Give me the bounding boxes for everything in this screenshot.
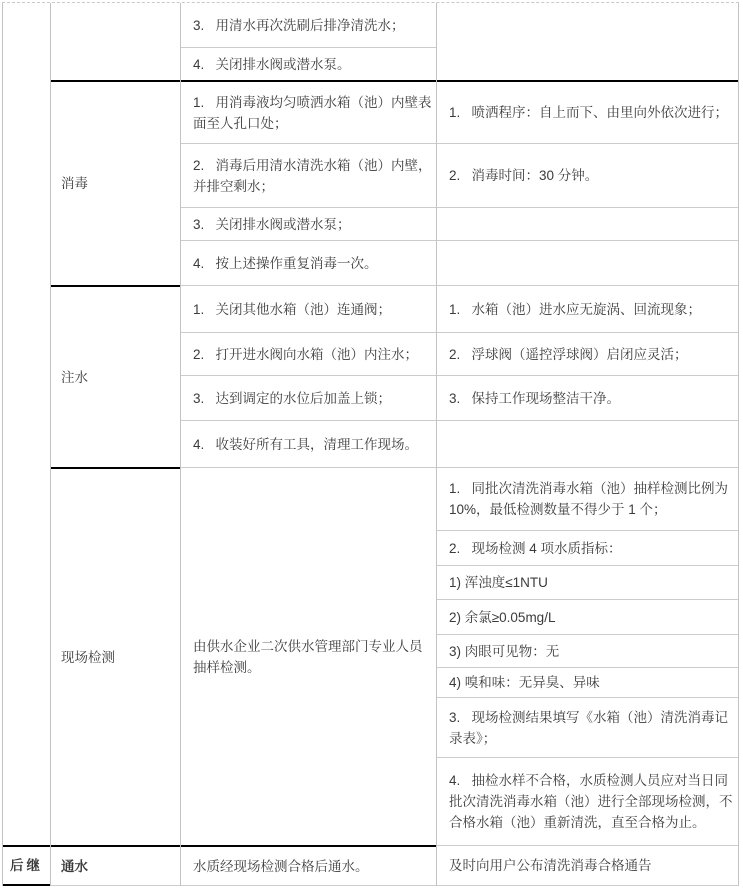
stage-cell-zhushui: 注水 (51, 285, 180, 467)
stage-cell-tongshui: 通水 (51, 845, 180, 886)
stage-cell-xianchang-jiance: 现场检测 (51, 467, 180, 845)
step-cell: 4. 收装好所有工具，清理工作现场。 (181, 420, 436, 467)
note-cell: 2. 浮球阀（遥控浮球阀）启闭应灵活； (437, 332, 738, 375)
note-cell (437, 207, 738, 240)
step-cell: 2. 消毒后用清水清洗水箱（池）内壁，并排空剩水； (181, 143, 436, 207)
step-cell: 2. 打开进水阀向水箱（池）内注水； (181, 332, 436, 375)
note-cell: 3) 肉眼可见物：无 (437, 634, 738, 667)
note-cell: 4) 嗅和味：无异臭、异味 (437, 667, 738, 697)
note-cell (437, 240, 738, 285)
note-cell (437, 3, 738, 80)
stage-cell-continued (51, 3, 180, 80)
procedure-table (2, 2, 739, 886)
note-cell: 3. 现场检测结果填写《水箱（池）清洗消毒记录表》； (437, 697, 738, 757)
step-cell: 3. 用清水再次洗刷后排净清洗水； (193, 17, 405, 33)
note-cell: 1. 喷洒程序：自上而下、由里向外依次进行； (437, 80, 738, 143)
note-cell (437, 420, 738, 467)
steps-column (180, 3, 436, 886)
note-cell: 2. 现场检测 4 项水质指标： (437, 530, 738, 565)
note-cell: 1. 同批次清洗消毒水箱（池）抽样检测比例为 10%，最低检测数量不得少于 1 个； (437, 467, 738, 530)
step-cell: 4. 按上述操作重复消毒一次。 (181, 240, 436, 285)
phase-cell-houji: 后继 (3, 845, 50, 886)
phase-cell-empty (3, 3, 50, 845)
step-cell: 3. 关闭排水阀或潜水泵； (181, 207, 436, 240)
note-cell: 1) 浑浊度≤1NTU (437, 565, 738, 599)
notes-column (436, 3, 739, 886)
phase-column (2, 3, 50, 886)
stage-cell-xiaodu: 消毒 (51, 80, 180, 285)
step-cell: 水质经现场检测合格后通水。 (181, 845, 436, 886)
note-cell: 3. 保持工作现场整洁干净。 (437, 375, 738, 420)
note-cell: 及时向用户公布清洗消毒合格通告 (437, 845, 738, 886)
note-cell: 2) 余氯≥0.05mg/L (437, 599, 738, 634)
step-cell: 1. 用消毒液均匀喷洒水箱（池）内壁表面至人孔口处； (181, 80, 436, 143)
note-cell: 1. 水箱（池）进水应无旋涡、回流现象； (437, 285, 738, 332)
step-cell: 4. 关闭排水阀或潜水泵。 (181, 47, 436, 80)
step-cell: 由供水企业二次供水管理部门专业人员抽样检测。 (181, 467, 436, 845)
note-cell: 2. 消毒时间：30 分钟。 (437, 143, 738, 207)
stage-column (50, 3, 180, 886)
step-cell: 1. 关闭其他水箱（池）连通阀； (181, 285, 436, 332)
step-cell: 3. 达到调定的水位后加盖上锁； (181, 375, 436, 420)
note-cell: 4. 抽检水样不合格，水质检测人员应对当日同批次清洗消毒水箱（池）进行全部现场检测，不合格水箱（池）重新清洗，直至合格为止。 (437, 757, 738, 845)
